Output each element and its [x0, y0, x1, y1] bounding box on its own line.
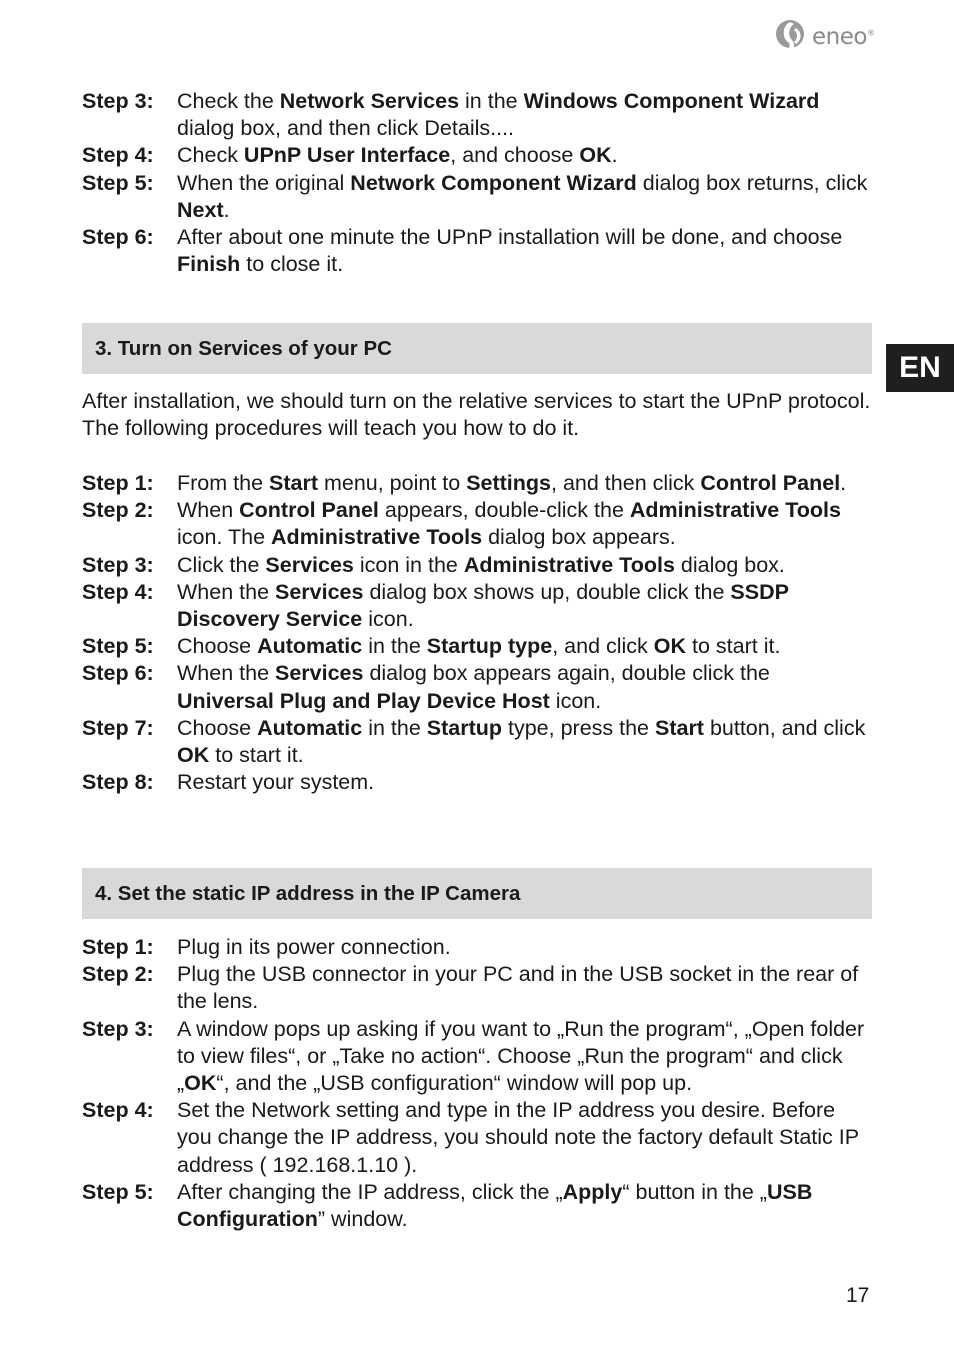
- step-text-fragment: to start it.: [686, 634, 781, 659]
- step-text-fragment: Check: [177, 143, 244, 168]
- step-text-fragment: Set the Network setting and type in the IP address you desire. Before you change the IP address, you should note the factory default Static IP address ( 192.168.1.10 ).: [177, 1098, 859, 1177]
- section-heading-bar: [82, 323, 872, 374]
- step-label: Step 3:: [82, 552, 154, 577]
- step-text: [177, 497, 872, 551]
- step-row: [82, 579, 872, 633]
- step-label: Step 5:: [82, 634, 154, 659]
- step-text-fragment: in the: [362, 715, 427, 740]
- step-text-fragment: When: [177, 498, 240, 523]
- step-text-fragment: “ button in the „: [622, 1179, 767, 1204]
- step-text-fragment: , and choose: [450, 143, 580, 168]
- emphasis-term: Start: [654, 715, 704, 740]
- step-row: [82, 224, 872, 278]
- step-label: Step 5:: [82, 1179, 154, 1204]
- step-row: [82, 1179, 872, 1233]
- step-text: [177, 1016, 872, 1098]
- step-text-fragment: .: [611, 143, 618, 168]
- emphasis-term: Apply: [562, 1179, 623, 1204]
- emphasis-term: Network Component Wizard: [350, 170, 637, 195]
- step-text-fragment: icon. The: [177, 525, 272, 550]
- step-text-fragment: type, press the: [502, 715, 655, 740]
- emphasis-term: Services: [275, 661, 364, 686]
- step-label: Step 6:: [82, 225, 154, 250]
- step-list-services: [82, 470, 872, 796]
- emphasis-term: OK: [653, 634, 687, 659]
- step-text-fragment: After about one minute the UPnP installation will be done, and choose: [177, 225, 843, 250]
- step-text-fragment: Plug the USB connector in your PC and in the USB socket in the rear of the lens.: [177, 962, 859, 1014]
- step-label: Step 6:: [82, 661, 154, 686]
- step-text: [177, 579, 872, 633]
- step-row: [82, 88, 872, 142]
- step-text-fragment: Plug in its power connection.: [177, 935, 451, 959]
- step-text-fragment: in the: [459, 89, 524, 113]
- emphasis-term: Administrative Tools: [463, 552, 675, 577]
- step-text-fragment: dialog box returns, click: [636, 170, 868, 195]
- step-row: [82, 934, 872, 961]
- step-text-fragment: dialog box.: [674, 552, 785, 577]
- step-text: [177, 224, 872, 278]
- emphasis-term: Start: [269, 471, 318, 495]
- emphasis-term: Automatic: [257, 634, 363, 659]
- step-row: [82, 769, 872, 796]
- step-text-fragment: .: [840, 471, 847, 495]
- step-text-fragment: icon.: [362, 607, 414, 632]
- step-label: Step 4:: [82, 579, 154, 604]
- step-label: Step 2:: [82, 498, 154, 523]
- step-text-fragment: menu, point to: [317, 471, 467, 495]
- section-title: 3. Turn on Services of your PC: [95, 336, 392, 360]
- step-text-fragment: dialog box appears again, double click the: [363, 661, 770, 686]
- step-label: Step 4:: [82, 143, 154, 168]
- emphasis-term: Network Services: [279, 89, 460, 113]
- step-text-fragment: to close it.: [240, 252, 344, 277]
- brand-logo: [774, 18, 874, 56]
- step-label: Step 3:: [82, 1016, 154, 1041]
- step-text: [177, 88, 872, 142]
- emphasis-term: Control Panel: [239, 498, 379, 523]
- step-text: [177, 1097, 872, 1179]
- section-heading-bar: [82, 868, 872, 919]
- step-text: [177, 142, 872, 169]
- step-label: Step 1:: [82, 471, 154, 495]
- emphasis-term: OK: [177, 743, 210, 768]
- emphasis-term: Settings: [466, 471, 552, 495]
- step-text: [177, 1179, 872, 1233]
- emphasis-term: Next: [177, 197, 224, 222]
- step-row: [82, 715, 872, 769]
- step-row: [82, 170, 872, 224]
- step-row: [82, 552, 872, 579]
- intro-text: After installation, we should turn on the relative services to start the UPnP protocol. The following procedures will teach you how to do it.: [82, 389, 871, 441]
- emphasis-term: Control Panel: [700, 471, 841, 495]
- step-label: Step 5:: [82, 170, 154, 195]
- emphasis-term: Windows Component Wizard: [523, 89, 820, 113]
- step-row: [82, 470, 872, 497]
- step-text-fragment: When the original: [177, 170, 351, 195]
- step-text: [177, 934, 872, 961]
- emphasis-term: Finish: [177, 252, 241, 277]
- step-text-fragment: dialog box appears.: [482, 525, 676, 550]
- step-text-fragment: ” window.: [317, 1207, 408, 1232]
- step-text-fragment: button, and click: [703, 715, 866, 740]
- step-text-fragment: icon.: [549, 688, 602, 713]
- step-label: Step 3:: [82, 89, 154, 113]
- step-text: [177, 961, 872, 1015]
- step-row: [82, 961, 872, 1015]
- logo-text: eneo®: [812, 24, 875, 50]
- step-row: [82, 633, 872, 660]
- step-text: [177, 715, 872, 769]
- step-text-fragment: Check the: [177, 89, 280, 113]
- step-label: Step 2:: [82, 962, 154, 987]
- step-row: [82, 1097, 872, 1179]
- section-title: 4. Set the static IP address in the IP Camera: [95, 881, 521, 905]
- step-list-intro: [82, 88, 872, 278]
- step-row: [82, 660, 872, 714]
- step-text-fragment: “, and the „USB configuration“ window will pop up.: [216, 1071, 693, 1096]
- step-text-fragment: Choose: [177, 634, 258, 659]
- step-text: [177, 660, 872, 714]
- language-tab: EN: [886, 344, 954, 392]
- emphasis-term: UPnP User Interface: [243, 143, 451, 168]
- step-text-fragment: .: [223, 197, 230, 222]
- step-row: [82, 1016, 872, 1098]
- step-text-fragment: A window pops up asking if you want to „Run the program“, „Open folder to view files“, or „Take no action“. Choose „Run the program“ and click „: [177, 1016, 865, 1096]
- emphasis-term: OK: [184, 1071, 217, 1096]
- step-text: [177, 470, 872, 497]
- emphasis-term: Automatic: [257, 715, 363, 740]
- emphasis-term: Administrative Tools: [629, 498, 841, 523]
- step-text-fragment: When the: [177, 579, 275, 604]
- step-text-fragment: dialog box, and then click Details....: [177, 116, 515, 141]
- step-row: [82, 497, 872, 551]
- emphasis-term: OK: [579, 143, 612, 168]
- emphasis-term: Administrative Tools: [271, 525, 483, 550]
- step-label: Step 7:: [82, 715, 154, 740]
- emphasis-term: Universal Plug and Play Device Host: [177, 688, 550, 713]
- step-text: [177, 170, 872, 224]
- step-text-fragment: From the: [177, 471, 269, 495]
- step-text-fragment: , and click: [552, 634, 654, 659]
- step-text-fragment: in the: [362, 634, 427, 659]
- step-text-fragment: Choose: [177, 715, 258, 740]
- step-label: Step 4:: [82, 1098, 154, 1123]
- step-text: [177, 633, 872, 660]
- step-text-fragment: dialog box shows up, double click the: [363, 579, 731, 604]
- eneo-logo-icon: [774, 18, 808, 56]
- step-text-fragment: Click the: [177, 552, 266, 577]
- emphasis-term: USB Configuration: [177, 1179, 813, 1232]
- emphasis-term: Services: [275, 579, 364, 604]
- step-text: [177, 552, 872, 579]
- step-text-fragment: appears, double-click the: [378, 498, 630, 523]
- emphasis-term: Startup: [426, 715, 503, 740]
- step-row: [82, 142, 872, 169]
- step-text-fragment: When the: [177, 661, 275, 686]
- step-label: Step 1:: [82, 935, 154, 959]
- step-text-fragment: , and then click: [551, 471, 701, 495]
- step-text-fragment: After changing the IP address, click the „: [177, 1179, 563, 1204]
- step-text-fragment: icon in the: [353, 552, 464, 577]
- emphasis-term: Startup type: [426, 634, 553, 659]
- emphasis-term: Services: [265, 552, 354, 577]
- step-text-fragment: to start it.: [209, 743, 304, 768]
- page-number: 17: [846, 1284, 870, 1307]
- section-intro-paragraph: [82, 388, 872, 442]
- step-list-static-ip: [82, 934, 872, 1233]
- step-text-fragment: Restart your system.: [177, 770, 375, 795]
- emphasis-term: SSDP Discovery Service: [177, 579, 789, 632]
- step-text: [177, 769, 872, 796]
- step-label: Step 8:: [82, 770, 154, 795]
